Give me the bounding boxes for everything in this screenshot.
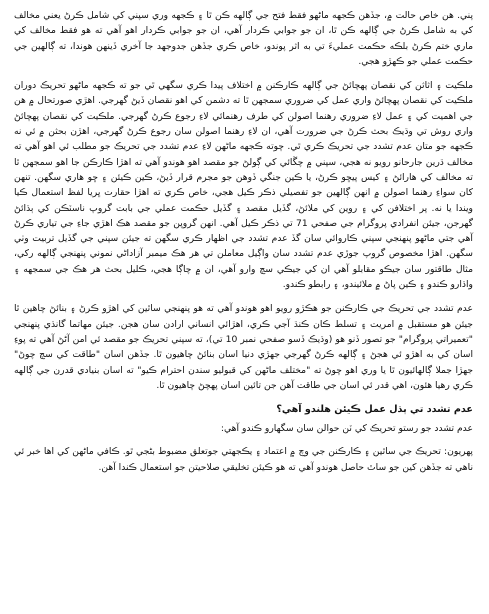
paragraph-gap — [14, 69, 473, 78]
paragraph-1: پني. هن خاص حالت ۾، جڏهن ڪجهه ماڻهو فقط فتح جي ڳالهه ڪن ٿا ۽ ڪجهه وري سپني کي شامل ڪرڻ يعني مخالف کي به شامل ڪرڻ جي ڳالهه ڪن ٿا، ان جو جوابي ڪردار آهي، ان جو جوابي ڪردار اهو آهي ته هو فقط مخالف کي ماري ختم ڪرڻ بلڪه حڪمت عمليءَ تي به اثر پوندو، خاص ڪري جڏهن جدوجهد جا آخري ڏينهن هوندا، ته ڳالهين جي حڪمت عملي جو ڪهڙو هجي. — [14, 10, 473, 67]
section-intro: عدم تشدد جو رستو تحريڪ کي ٽن حوالن سان سگهارو ڪندو آهي: — [220, 423, 473, 435]
paragraph-gap — [14, 393, 473, 402]
paragraph-2: ملڪيت ۽ اثاثن کي نقصان پهچائڻ جي ڳالهه ڪارڪنن ۾ اختلاف پيدا ڪري سگهي ٿي جو ته ڪجهه ماڻهو تحريڪ دوران ملڪيت کي نقصان پهچائڻ واري عمل کي ضروري سمجهن ٿا ته دشمن کي اهو نقصان ڏيڻ گهرجي. اهڙي صورتحال ۾ هن جي اهميت کي ۽ عمل لاءِ ضروري رهنما اصولن کي طرف رهنمائي لاءِ رجوع ڪرڻ گهرجي. ملڪيت کي نقصان پهچائڻ واري روش تي وڌيڪ بحث ڪرڻ جي ضرورت آهي، ان لاءِ رهنما اصولن سان رجوع ڪرڻ گهرجي، اهڙن بحثن ۾ ئي نه ڪجهه جو متان عدم تشدد جي تحريڪ ڪري ٿي. چوته ڪجهه ماڻهن لاءِ عدم تشدد جي تحريڪ جو مطلب ئي اهو آهي ته مخالف ڌرين جارحانو رويو نه هجي، سپني ۾ چڱائي کي ڳولڻ جو مقصد اهو هوندو آهي ته اهڙا ڪارڪن جا اهو سمجهن ٿا ته مخالف کي هارائڻ ۽ کيس پيڇو ڪرڻ، يا ڪين جنگي ڏوهن جو مجرم قرار ڏيڻ، ڪين ڪيئن ۽ ڇو هاري سگهن. تنهن کان سواءِ رهنما اصولن ۾ انهن ڳالهين جو تفصيلي ذڪر ڪيل هجي، خاص ڪري ته اهڙا حقارت ڀريا لفظ استعمال ڪيا ويندا يا نه. پر اختلافن کي ۽ روين کي ملائڻ، گڏيل مقصد ۽ گڏيل حڪمت عملي جي بابت گروپ ناسٽڪن کي ٻڌائڻ گهرجن، جيئن انفرادي پروگرام جي صفحي 71 تي ذڪر ڪيل آهي. انهن گروپن جو مقصد هڪ اهڙي جاءِ جي تياري ڪرڻ آهي جتي ماڻهو پنهنجي سپني ڪاروائي سان گڏ عدم تشدد جي اظهار ڪري سگهن ته جيئن سپني جي گڏيل تربيت وٺي سگهن. اهڙا مخصوص گروپ جوڙي عدم تشدد سان واڳيل معاملن تي هر هڪ ميمبر آزاداڻي نموني پنهنجي ڳالهه رکي، مثال طاقتور سان جيڪو مقابلو آهي ان کي جيڪي سچ وارو آهي، ان ۾ چاڳا هجي، ڪليل بحث هر هڪ جي سمجهه ۽ واڌارو ڪندو ۽ ڪين پاڻ ۾ ملائيندو، ۽ رابطو ڪندو. — [14, 80, 474, 291]
paragraph-gap — [14, 292, 473, 301]
paragraph-gap — [14, 436, 473, 444]
paragraph-3: عدم تشدد جي تحريڪ جي ڪارڪنن جو هڪڙو رويو اهو هوندو آهي ته هو پنهنجي ساٿين کي اهڙو ڪرڻ ۽ بنائڻ چاهين ٿا جيئن هو مستقبل ۾ امريت ۽ تسلط ڪان ڪنڌ آجي ڪري، اهڙائي انساني ارادن سان هجن. جيئن مهاتما گانڌي پنهنجي "تعميراتي پروگرام" جو تصور ڏنو هو (وڌيڪ ڏسو صفحي نمبر 10 تي)، ته سپني تحريڪ جو مقصد ئي امن آڻڻ آهي ته پوءِ اسان کي به اهڙو ئي هجڻ ۽ ڳالهه ڪرڻ گهرجي جهڙي دنيا اسان بنائڻ چاهيون ٿا. جڏهن اسان "طاقت کي سچ چوڻ" جهڙا جملا ڳالهائيون ٿا يا وري اهو چوڻ ته "مختلف ماڻهن کي قبوليو سندن احترام ڪيو" ته اسان بنيادي قدرن جي ڳالهه ڪري رهيا هئون، اهي قدر ئي اسان جي طاقت آهن جن تائين اسان پهچڻ چاهيون ٿا. — [14, 303, 473, 391]
section-heading: عدم تشدد تي ٻڌل عمل ڪيئن هلندو آهي؟ — [276, 404, 473, 416]
paragraph-4: پهريون: تحريڪ جي ساٿين ۽ ڪارڪنن جي وچ ۾ اعتماد ۽ يڪجهتي جوتعلق مضبوط بڻجي ٿو. ڪافي ماڻهن کي اها خبر ئي ناهي ته جڏهن کين جو ساٿ حاصل هوندو آهي ته هو ڪيئن تخليقي صلاحيتن جو استعمال ڪندا آهن. — [14, 446, 473, 473]
